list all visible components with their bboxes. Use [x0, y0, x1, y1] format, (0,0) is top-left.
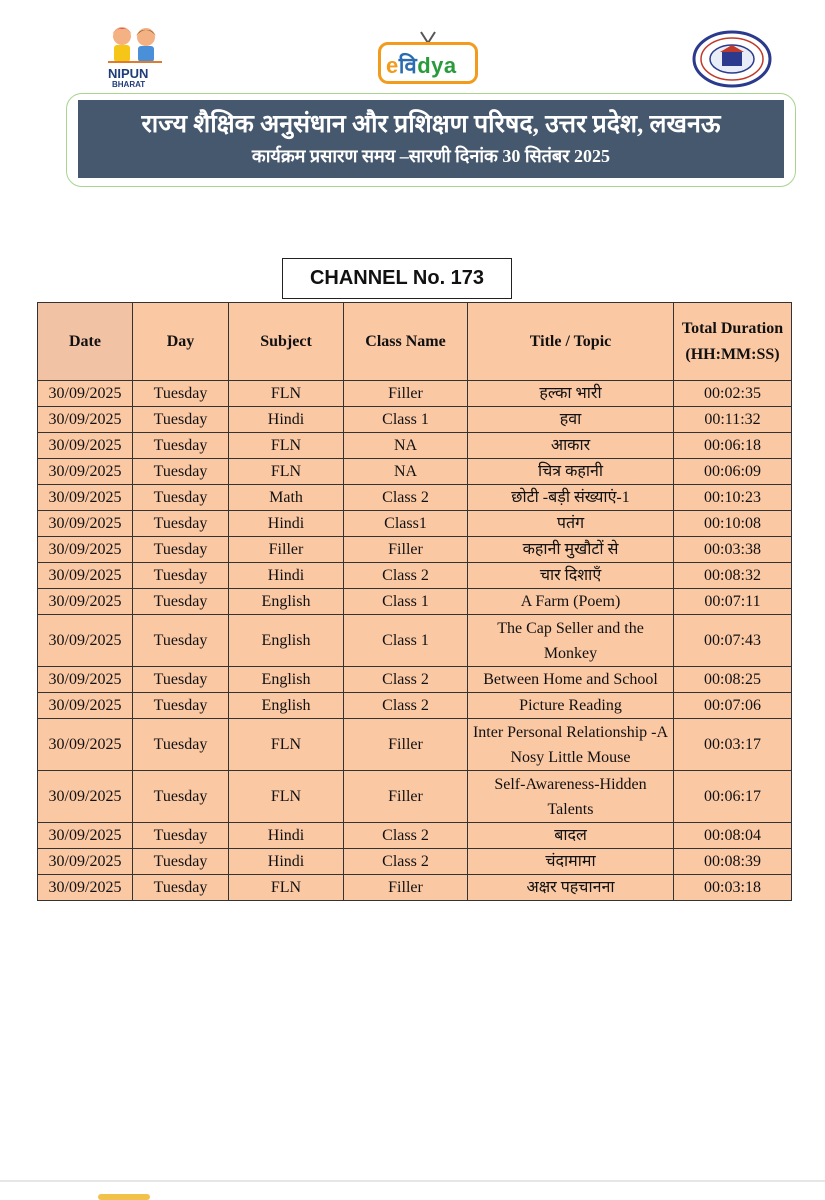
- cell-duration: 00:03:17: [674, 719, 792, 771]
- cell-subject: English: [229, 589, 344, 615]
- cell-day: Tuesday: [133, 485, 229, 511]
- cell-subject: Hindi: [229, 849, 344, 875]
- table-row: [38, 615, 792, 667]
- page-divider: [0, 1180, 825, 1182]
- cell-duration: 00:10:23: [674, 485, 792, 511]
- table-row: [38, 823, 792, 849]
- cell-day: Tuesday: [133, 771, 229, 823]
- cell-duration: 00:07:06: [674, 693, 792, 719]
- cell-duration: 00:06:09: [674, 459, 792, 485]
- header-day: Day: [133, 303, 229, 381]
- cell-duration: 00:06:18: [674, 433, 792, 459]
- cell-subject: FLN: [229, 771, 344, 823]
- cell-title: चार दिशाएँ: [468, 563, 674, 589]
- cell-title: कहानी मुखौटों से: [468, 537, 674, 563]
- cell-subject: English: [229, 615, 344, 667]
- cell-day: Tuesday: [133, 693, 229, 719]
- nipun-kids-icon: [104, 24, 166, 66]
- cell-duration: 00:07:43: [674, 615, 792, 667]
- cell-day: Tuesday: [133, 615, 229, 667]
- table-row: [38, 433, 792, 459]
- cell-subject: Hindi: [229, 511, 344, 537]
- cell-day: Tuesday: [133, 407, 229, 433]
- cell-date: 30/09/2025: [38, 823, 133, 849]
- table-row: [38, 667, 792, 693]
- table-row: [38, 589, 792, 615]
- cell-title: Picture Reading: [468, 693, 674, 719]
- table-row: [38, 849, 792, 875]
- header-class-name: Class Name: [344, 303, 468, 381]
- table-row: [38, 875, 792, 901]
- next-page-logo-fragment: [98, 1194, 150, 1200]
- cell-subject: Hindi: [229, 823, 344, 849]
- cell-subject: English: [229, 667, 344, 693]
- cell-date: 30/09/2025: [38, 381, 133, 407]
- cell-title: A Farm (Poem): [468, 589, 674, 615]
- channel-label: CHANNEL No. 173: [282, 258, 512, 299]
- cell-class: NA: [344, 459, 468, 485]
- cell-class: Class 1: [344, 407, 468, 433]
- cell-date: 30/09/2025: [38, 615, 133, 667]
- cell-duration: 00:07:11: [674, 589, 792, 615]
- cell-subject: Hindi: [229, 407, 344, 433]
- cell-class: Filler: [344, 875, 468, 901]
- cell-class: Class 1: [344, 589, 468, 615]
- cell-title: चित्र कहानी: [468, 459, 674, 485]
- cell-day: Tuesday: [133, 511, 229, 537]
- cell-date: 30/09/2025: [38, 719, 133, 771]
- cell-class: Class 2: [344, 667, 468, 693]
- cell-title: पतंग: [468, 511, 674, 537]
- cell-day: Tuesday: [133, 719, 229, 771]
- cell-class: Class 2: [344, 849, 468, 875]
- cell-class: Class 2: [344, 693, 468, 719]
- table-row: [38, 381, 792, 407]
- cell-date: 30/09/2025: [38, 589, 133, 615]
- cell-day: Tuesday: [133, 823, 229, 849]
- cell-class: Filler: [344, 771, 468, 823]
- cell-title: अक्षर पहचानना: [468, 875, 674, 901]
- table-row: [38, 459, 792, 485]
- cell-day: Tuesday: [133, 563, 229, 589]
- table-row: [38, 407, 792, 433]
- table-row: [38, 693, 792, 719]
- cell-duration: 00:08:25: [674, 667, 792, 693]
- schedule-table: [37, 302, 792, 901]
- cell-title: The Cap Seller and the Monkey: [468, 615, 674, 667]
- cell-duration: 00:06:17: [674, 771, 792, 823]
- cell-date: 30/09/2025: [38, 875, 133, 901]
- cell-subject: Hindi: [229, 563, 344, 589]
- cell-title: छोटी -बड़ी संख्याएं-1: [468, 485, 674, 511]
- cell-day: Tuesday: [133, 433, 229, 459]
- cell-day: Tuesday: [133, 459, 229, 485]
- cell-date: 30/09/2025: [38, 485, 133, 511]
- cell-date: 30/09/2025: [38, 407, 133, 433]
- scert-seal-icon: [692, 30, 772, 88]
- cell-subject: FLN: [229, 875, 344, 901]
- cell-title: चंदामामा: [468, 849, 674, 875]
- header-title-topic: Title / Topic: [468, 303, 674, 381]
- cell-class: Filler: [344, 537, 468, 563]
- cell-title: हवा: [468, 407, 674, 433]
- cell-subject: FLN: [229, 719, 344, 771]
- cell-duration: 00:03:18: [674, 875, 792, 901]
- cell-subject: FLN: [229, 381, 344, 407]
- header-subject: Subject: [229, 303, 344, 381]
- table-row: [38, 485, 792, 511]
- cell-subject: Filler: [229, 537, 344, 563]
- table-row: [38, 719, 792, 771]
- cell-date: 30/09/2025: [38, 563, 133, 589]
- cell-title: बादल: [468, 823, 674, 849]
- cell-duration: 00:08:04: [674, 823, 792, 849]
- cell-day: Tuesday: [133, 589, 229, 615]
- cell-class: Filler: [344, 719, 468, 771]
- cell-class: Class 1: [344, 615, 468, 667]
- cell-date: 30/09/2025: [38, 771, 133, 823]
- cell-subject: Math: [229, 485, 344, 511]
- cell-subject: FLN: [229, 433, 344, 459]
- cell-subject: FLN: [229, 459, 344, 485]
- cell-duration: 00:02:35: [674, 381, 792, 407]
- cell-day: Tuesday: [133, 849, 229, 875]
- cell-class: Class1: [344, 511, 468, 537]
- evidya-logo: [378, 30, 480, 86]
- page-title: राज्य शैक्षिक अनुसंधान और प्रशिक्षण परिषद, उत्तर प्रदेश, लखनऊ: [141, 111, 721, 138]
- cell-date: 30/09/2025: [38, 459, 133, 485]
- header-total-duration: Total Duration (HH:MM:SS): [674, 303, 792, 381]
- header-band: [78, 100, 784, 178]
- cell-title: आकार: [468, 433, 674, 459]
- cell-duration: 00:11:32: [674, 407, 792, 433]
- cell-duration: 00:08:39: [674, 849, 792, 875]
- evidya-text: eविdya: [386, 53, 457, 78]
- cell-date: 30/09/2025: [38, 511, 133, 537]
- cell-subject: English: [229, 693, 344, 719]
- cell-date: 30/09/2025: [38, 667, 133, 693]
- cell-title: Inter Personal Relationship -A Nosy Little Mouse: [468, 719, 674, 771]
- cell-date: 30/09/2025: [38, 693, 133, 719]
- cell-class: Filler: [344, 381, 468, 407]
- cell-day: Tuesday: [133, 381, 229, 407]
- table-row: [38, 563, 792, 589]
- cell-duration: 00:03:38: [674, 537, 792, 563]
- nipun-text: NIPUN BHARAT: [108, 66, 149, 89]
- table-row: [38, 511, 792, 537]
- cell-day: Tuesday: [133, 875, 229, 901]
- cell-duration: 00:10:08: [674, 511, 792, 537]
- cell-class: Class 2: [344, 823, 468, 849]
- cell-class: Class 2: [344, 485, 468, 511]
- cell-title: Between Home and School: [468, 667, 674, 693]
- cell-class: Class 2: [344, 563, 468, 589]
- cell-duration: 00:08:32: [674, 563, 792, 589]
- page-subtitle: कार्यक्रम प्रसारण समय –सारणी दिनांक 30 सितंबर 2025: [251, 146, 611, 166]
- scert-seal-logo: [692, 30, 772, 88]
- table-header-row: [38, 303, 792, 381]
- cell-class: NA: [344, 433, 468, 459]
- table-row: [38, 537, 792, 563]
- cell-date: 30/09/2025: [38, 433, 133, 459]
- cell-title: Self-Awareness-Hidden Talents: [468, 771, 674, 823]
- table-row: [38, 771, 792, 823]
- nipun-bharat-logo: [98, 24, 178, 90]
- header-date: Date: [38, 303, 133, 381]
- cell-date: 30/09/2025: [38, 849, 133, 875]
- cell-day: Tuesday: [133, 667, 229, 693]
- cell-title: हल्का भारी: [468, 381, 674, 407]
- cell-day: Tuesday: [133, 537, 229, 563]
- cell-date: 30/09/2025: [38, 537, 133, 563]
